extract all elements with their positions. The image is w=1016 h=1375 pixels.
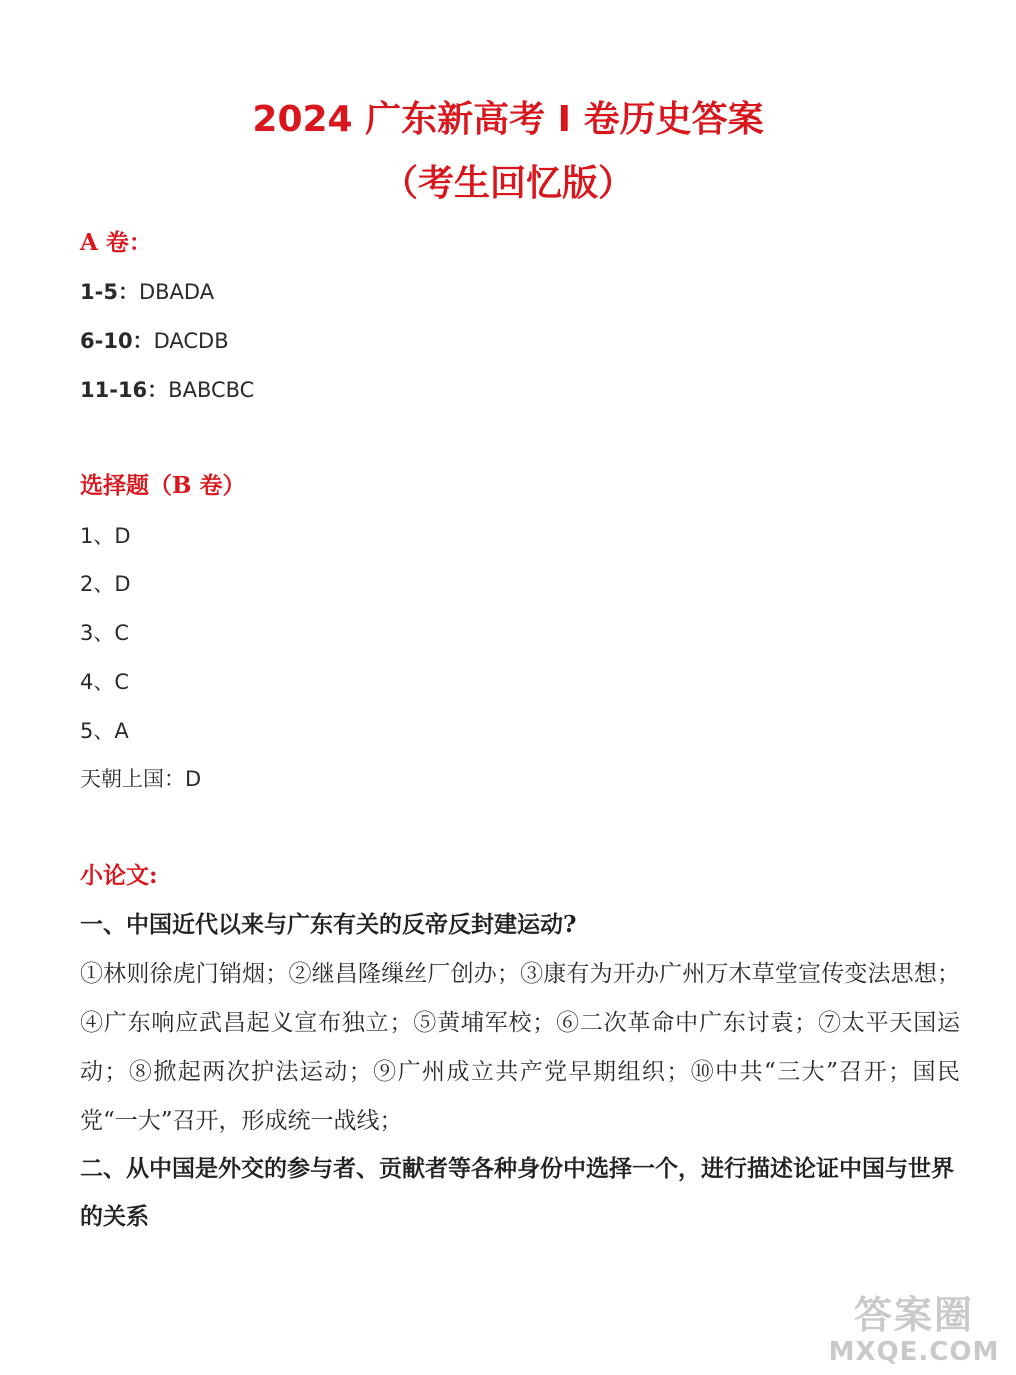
watermark-logo — [824, 1293, 1004, 1367]
answer-row — [80, 278, 214, 306]
page-subtitle: （考生回忆版） — [381, 163, 634, 204]
list-item: 1、D — [80, 524, 131, 548]
section-a-heading: A 卷： — [80, 229, 152, 256]
answer-row — [80, 327, 229, 355]
essay-answer-1: ①林则徐虎门销烟；②继昌隆缫丝厂创办；③康有为开办广州万木草堂宣传变法思想；④广东响应武昌起义宣布独立；⑤黄埔军校；⑥二次革命中广东讨袁；⑦太平天国运动；⑧掀起两次护法运动；⑨广州成立共产党早期组织；⑩中共“三大”召开；国民党“一大”召开，形成统一战线； — [80, 961, 960, 1134]
answer-row-label: 11-16： — [80, 378, 169, 402]
section-b-heading: 选择题（B 卷） — [80, 472, 246, 499]
list-item: 4、C — [80, 670, 130, 694]
watermark-text: 答案圈 — [853, 1293, 974, 1337]
list-item: 2、D — [80, 572, 131, 596]
page-title: 2024 广东新高考 I 卷历史答案 — [252, 99, 764, 140]
answer-row — [80, 376, 254, 404]
essay-heading: 小论文: — [80, 862, 158, 889]
list-item: 5、A — [80, 719, 129, 743]
watermark-url: MXQE.COM — [828, 1337, 1000, 1367]
list-item: 3、C — [80, 621, 130, 645]
essay-question-2: 二、从中国是外交的参与者、贡献者等各种身份中选择一个，进行描述论证中国与世界的关系 — [80, 1155, 954, 1230]
essay-question-1: 一、中国近代以来与广东有关的反帝反封建运动? — [80, 911, 577, 938]
answer-row-label: 6-10： — [80, 329, 154, 353]
answer-row-value: BABCBC — [168, 378, 255, 402]
list-item: 天朝上国：D — [80, 767, 202, 791]
answer-row-value: DACDB — [153, 329, 229, 353]
answer-row-value: DBADA — [138, 280, 215, 304]
answer-row-label: 1-5： — [80, 280, 139, 304]
